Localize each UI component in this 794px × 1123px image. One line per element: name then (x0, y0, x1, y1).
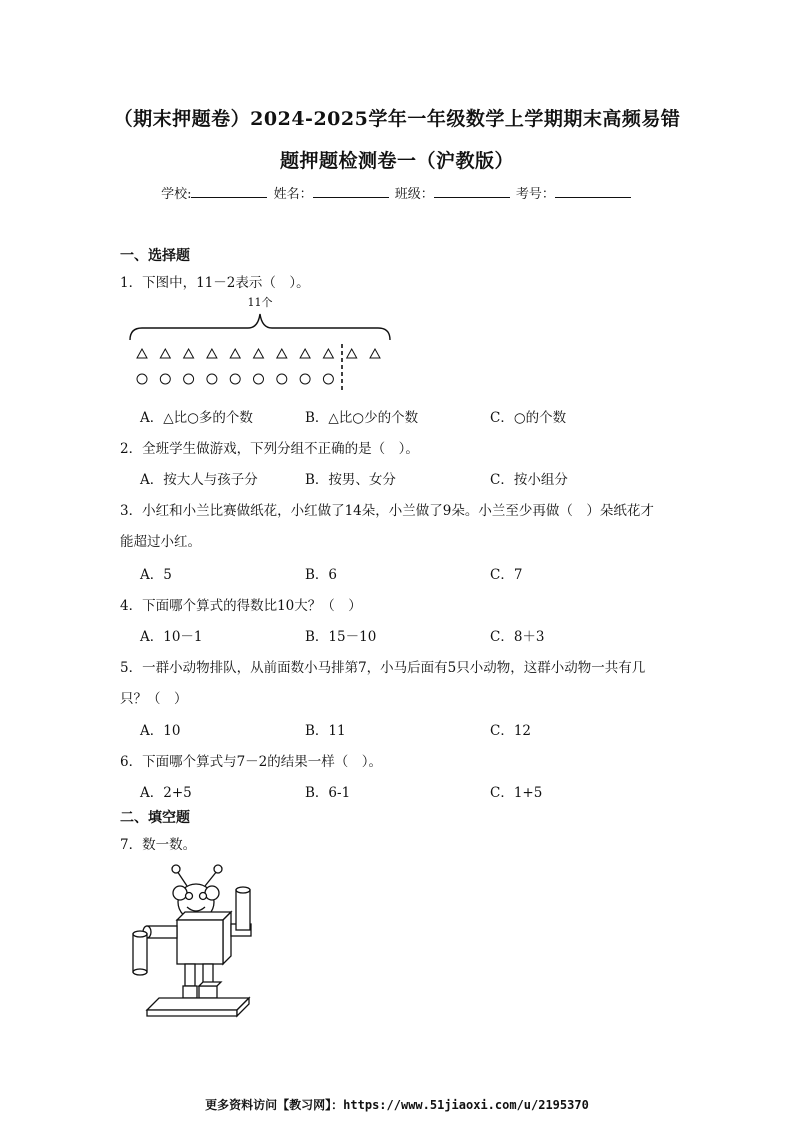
student-info-line (0, 183, 794, 202)
circle-mark (184, 374, 194, 384)
q4-option-a[interactable]: A．10－1 (140, 629, 203, 645)
triangle-mark (230, 349, 240, 358)
q4-option-c[interactable]: C．8＋3 (490, 629, 545, 645)
triangle-mark (300, 349, 310, 358)
triangle-mark (254, 349, 264, 358)
triangle-mark (207, 349, 217, 358)
triangle-mark (323, 349, 333, 358)
triangle-mark (160, 349, 170, 358)
circle-mark (160, 374, 170, 384)
question-5-stem: 5．一群小动物排队，从前面数小马排第7，小马后面有5只小动物，这群小动物一共有几 (120, 660, 646, 676)
circle-mark (300, 374, 310, 384)
robot-figure (125, 858, 255, 1018)
name-label: 姓名： (273, 187, 313, 202)
question-4-stem: 4．下面哪个算式的得数比10大？（ ） (120, 598, 362, 614)
school-label: 学校: (161, 187, 192, 202)
circle-row (137, 374, 333, 384)
question-5-stem-cont: 只？（ ） (120, 691, 188, 707)
triangle-mark (137, 349, 147, 358)
page-title-line-2: 题押题检测卷一（沪教版） (279, 150, 514, 172)
q2-option-a[interactable]: A．按大人与孩子分 (140, 472, 258, 488)
class-blank[interactable] (434, 185, 510, 198)
number-label: 考号： (515, 187, 555, 202)
circle-mark (254, 374, 264, 384)
q1-option-c[interactable]: C．○的个数 (490, 410, 567, 426)
q5-option-b[interactable]: B．11 (305, 723, 346, 739)
triangle-mark (370, 349, 380, 358)
q3-option-a[interactable]: A．5 (140, 567, 172, 583)
question-3-stem-cont: 能超过小红。 (120, 534, 201, 550)
number-blank[interactable] (555, 185, 631, 198)
page-title-line-1: （期末押题卷）2024-2025学年一年级数学上学期期末高频易错 (113, 108, 681, 130)
triangle-row (137, 349, 380, 358)
section-heading-fill: 二、填空题 (120, 810, 190, 826)
circle-mark (137, 374, 147, 384)
q4-option-b[interactable]: B．15－10 (305, 629, 377, 645)
q1-option-b[interactable]: B．△比○少的个数 (305, 410, 419, 426)
figure-count-label: 11个 (247, 296, 273, 309)
footer-link[interactable]: 更多资料访问【教习网】：https://www.51jiaoxi.com/u/2195370 (205, 1098, 589, 1112)
circle-mark (207, 374, 217, 384)
circle-mark (277, 374, 287, 384)
q6-option-a[interactable]: A．2+5 (140, 785, 192, 801)
robot-base (147, 998, 249, 1010)
q6-option-c[interactable]: C．1+5 (490, 785, 543, 801)
section-heading-choice: 一、选择题 (120, 248, 190, 264)
circle-mark (323, 374, 333, 384)
q6-option-b[interactable]: B．6-1 (305, 785, 351, 801)
q2-option-c[interactable]: C．按小组分 (490, 472, 568, 488)
q5-option-a[interactable]: A．10 (140, 723, 181, 739)
triangle-mark (347, 349, 357, 358)
question-2-stem: 2．全班学生做游戏，下列分组不正确的是（ ）。 (120, 441, 419, 457)
question-1-figure (120, 292, 400, 392)
q3-option-c[interactable]: C．7 (490, 567, 523, 583)
question-6-stem: 6．下面哪个算式与7－2的结果一样（ ）。 (120, 754, 383, 770)
question-1-stem: 1．下图中，11－2表示（ ）。 (120, 275, 310, 291)
name-blank[interactable] (313, 185, 389, 198)
triangle-mark (277, 349, 287, 358)
brace (130, 314, 390, 340)
q3-option-b[interactable]: B．6 (305, 567, 338, 583)
class-label: 班级： (394, 187, 434, 202)
question-3-stem: 3．小红和小兰比赛做纸花，小红做了14朵，小兰做了9朵。小兰至少再做（ ）朵纸花才 (120, 503, 654, 519)
school-blank[interactable] (191, 185, 267, 198)
q5-option-c[interactable]: C．12 (490, 723, 532, 739)
q2-option-b[interactable]: B．按男、女分 (305, 472, 396, 488)
circle-mark (230, 374, 240, 384)
q1-option-a[interactable]: A．△比○多的个数 (140, 410, 253, 426)
robot-body (177, 920, 223, 964)
triangle-mark (184, 349, 194, 358)
question-7-stem: 7．数一数。 (120, 837, 197, 853)
